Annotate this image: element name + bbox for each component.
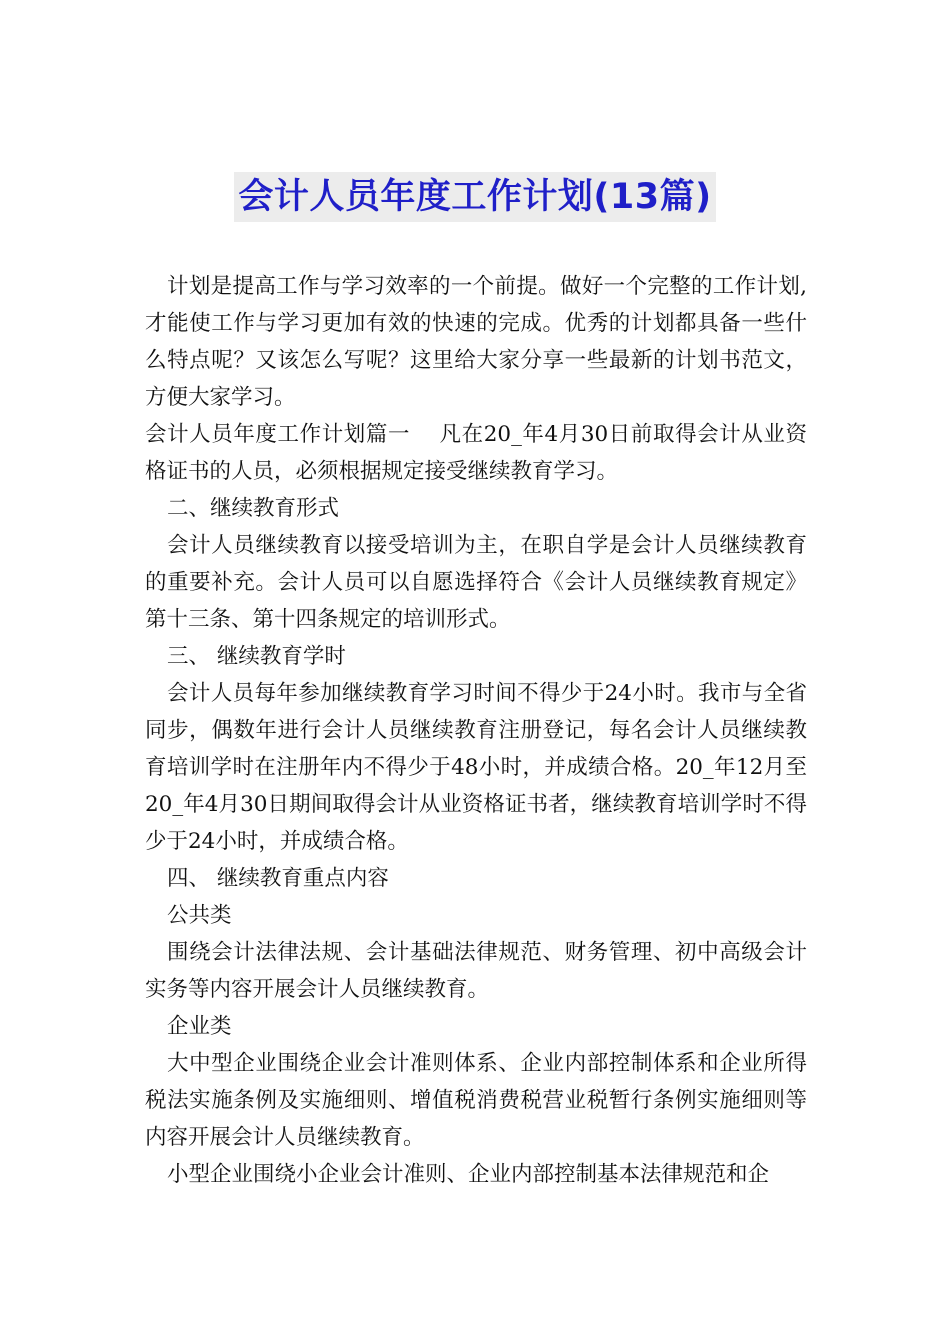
document-body bbox=[145, 268, 807, 1193]
paragraph-education-hours: 会计人员每年参加继续教育学习时间不得少于24小时。我市与全省同步，偶数年进行会计人员继续教育注册登记，每名会计人员继续教育培训学时在注册年内不得少于48小时，并成绩合格。20_年12月至20_年4月30日期间取得会计从业资格证书者，继续教育培训学时不得少于24小时，并成绩合格。 bbox=[145, 681, 807, 854]
paragraph-public: 围绕会计法律法规、会计基础法律规范、财务管理、初中高级会计实务等内容开展会计人员继续教育。 bbox=[145, 940, 807, 1002]
title-container bbox=[0, 172, 950, 222]
paragraph-section-one: 会计人员年度工作计划篇一 凡在20_年4月30日前取得会计从业资格证书的人员，必须根据规定接受继续教育学习。 bbox=[145, 422, 807, 484]
heading-education-hours: 三、 继续教育学时 bbox=[167, 644, 346, 669]
subheading-enterprise: 企业类 bbox=[167, 1014, 232, 1039]
paragraph-small-enterprise: 小型企业围绕小企业会计准则、企业内部控制基本法律规范和企 bbox=[167, 1162, 770, 1187]
document-title: 会计人员年度工作计划(13篇) bbox=[234, 172, 715, 222]
paragraph-education-form: 会计人员继续教育以接受培训为主，在职自学是会计人员继续教育的重要补充。会计人员可以自愿选择符合《会计人员继续教育规定》第十三条、第十四条规定的培训形式。 bbox=[145, 533, 807, 632]
heading-education-content: 四、 继续教育重点内容 bbox=[167, 866, 389, 891]
subheading-public: 公共类 bbox=[167, 903, 232, 928]
paragraph-intro: 计划是提高工作与学习效率的一个前提。做好一个完整的工作计划,才能使工作与学习更加有效的快速的完成。优秀的计划都具备一些什么特点呢？又该怎么写呢？这里给大家分享一些最新的计划书范文，方便大家学习。 bbox=[145, 274, 807, 410]
paragraph-large-enterprise: 大中型企业围绕企业会计准则体系、企业内部控制体系和企业所得税法实施条例及实施细则、增值税消费税营业税暂行条例实施细则等内容开展会计人员继续教育。 bbox=[145, 1051, 807, 1150]
heading-education-form: 二、继续教育形式 bbox=[167, 496, 340, 521]
